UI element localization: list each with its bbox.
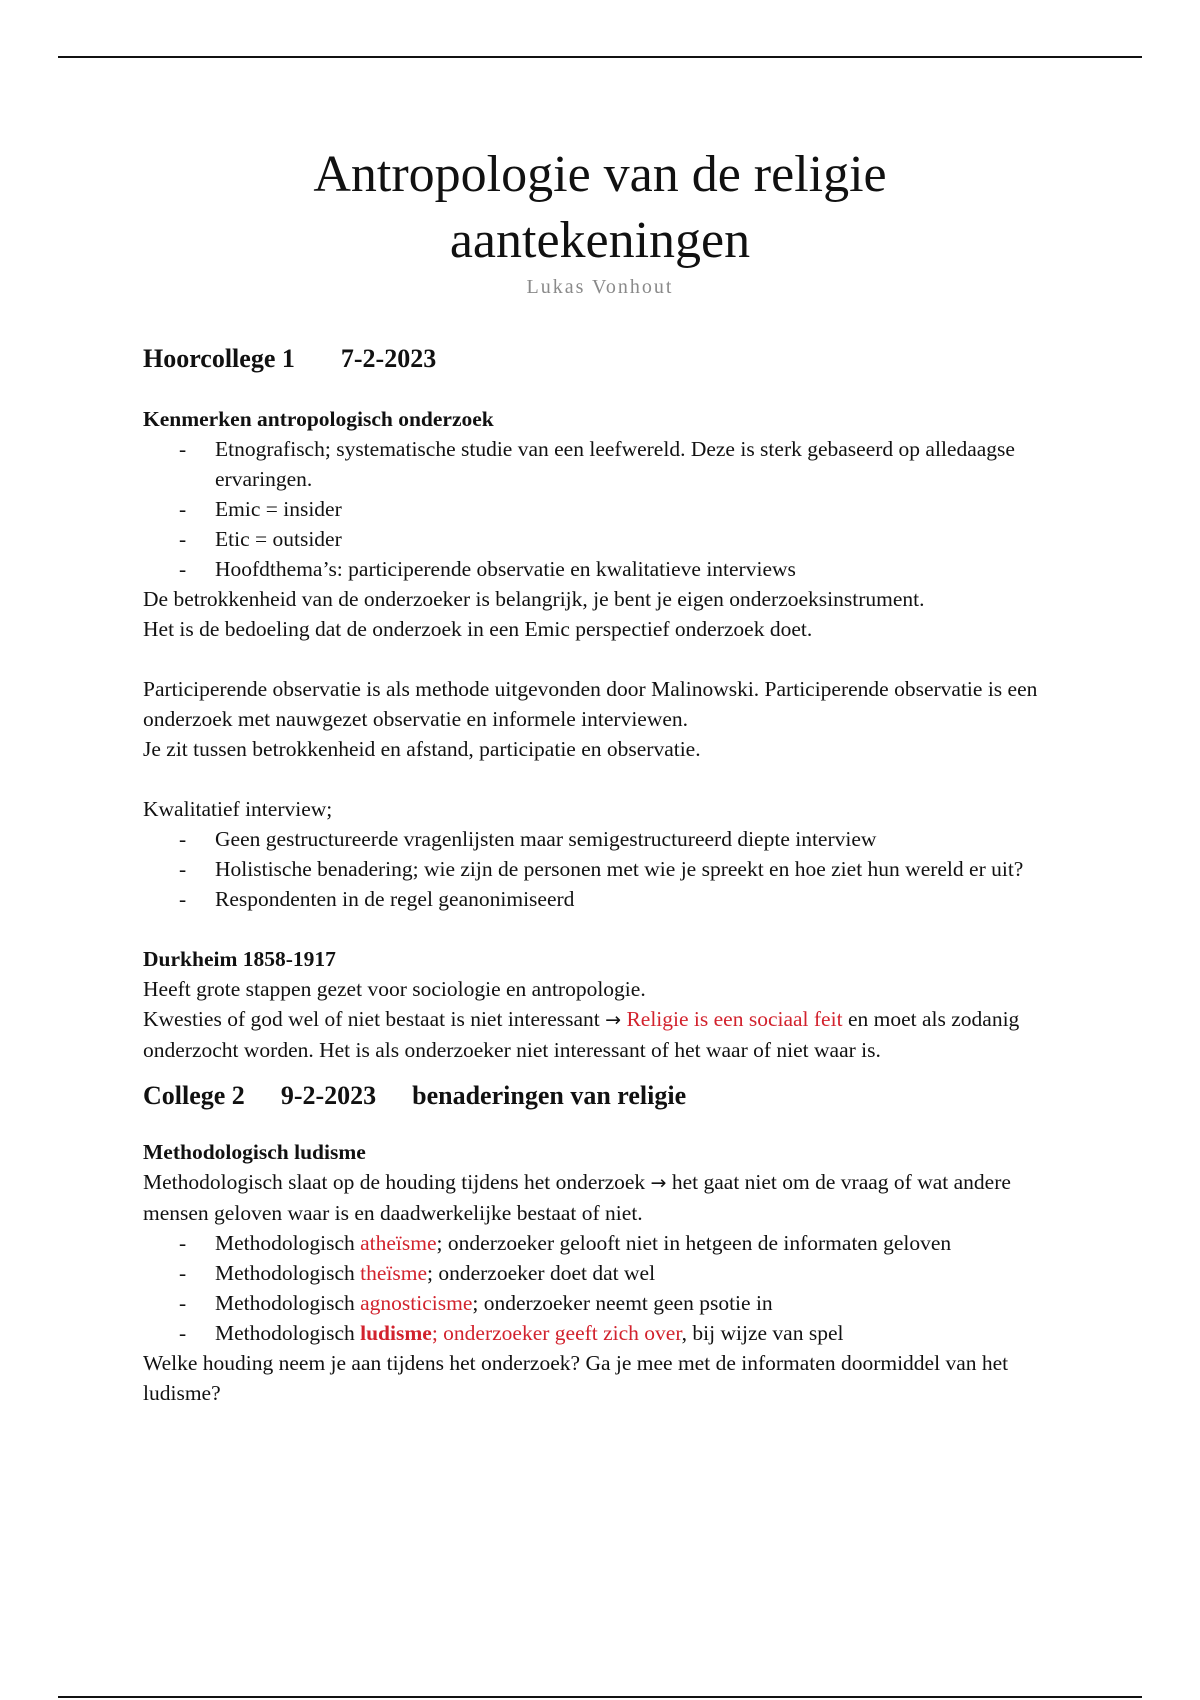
item-prefix: Methodologisch xyxy=(215,1231,361,1255)
interview-label: Kwalitatief interview; xyxy=(143,797,333,821)
section2-heading-date: 9-2-2023 xyxy=(280,1081,377,1110)
top-rule xyxy=(58,56,1142,58)
section2-heading-label: College 2 xyxy=(143,1081,245,1110)
durkheim-text-pre: Kwesties of god wel of niet bestaat is niet interessant xyxy=(143,1007,600,1031)
intro-text-pre: Methodologisch slaat op de houding tijdens het onderzoek xyxy=(143,1170,646,1194)
list-item: - Holistische benadering; wie zijn de personen met wie je spreekt en hoe ziet hun wereld er uit? xyxy=(143,854,1063,884)
list-item xyxy=(143,1258,1063,1288)
subheading-ludisme: Methodologisch ludisme xyxy=(143,1140,366,1164)
item-suffix: ; onderzoeker neemt geen psotie in xyxy=(472,1291,773,1315)
title-block xyxy=(0,142,1200,299)
author: Lukas Vonhout xyxy=(526,276,674,298)
durkheim-text-post: en moet als zodanig onderzocht worden. Het is als onderzoeker niet interessant of het waar of niet waar is. xyxy=(143,1007,1020,1062)
item-prefix: Methodologisch xyxy=(215,1261,361,1285)
paragraph-durkheim-1: Heeft grote stappen gezet voor sociologie en antropologie. xyxy=(143,977,646,1001)
paragraph-methodologisch xyxy=(143,1167,1063,1228)
bottom-rule xyxy=(58,1696,1142,1698)
item-prefix: Methodologisch xyxy=(215,1291,361,1315)
item-suffix: ; onderzoeker doet dat wel xyxy=(427,1261,656,1285)
term-theisme: theïsme xyxy=(360,1261,427,1285)
term-atheisme: atheïsme xyxy=(360,1231,437,1255)
paragraph-durkheim-2 xyxy=(143,1004,1063,1065)
interview-list xyxy=(143,824,1063,914)
kenmerken-list xyxy=(143,434,1063,584)
list-item: - Etic = outsider xyxy=(143,524,1063,554)
paragraph-betrokkenheid: De betrokkenheid van de onderzoeker is belangrijk, je bent je eigen onderzoeksinstrument. xyxy=(143,587,925,611)
section1-heading-label: Hoorcollege 1 xyxy=(143,344,295,373)
paragraph-participerende: Participerende observatie is als methode uitgevonden door Malinowski. Participerende observatie is een onderzoek met nauwgezet observatie en informele interviewen. xyxy=(143,677,1038,731)
highlight-sociaal-feit: Religie is een sociaal feit xyxy=(626,1007,843,1031)
item-suffix: , bij wijze van spel xyxy=(681,1321,844,1345)
term-agnosticisme: agnosticisme xyxy=(360,1291,473,1315)
subheading-kenmerken: Kenmerken antropologisch onderzoek xyxy=(143,407,494,431)
item-prefix: Methodologisch xyxy=(215,1321,361,1345)
paragraph-afstand: Je zit tussen betrokkenheid en afstand, participatie en observatie. xyxy=(143,737,701,761)
term-ludisme: ludisme xyxy=(360,1321,432,1345)
list-item xyxy=(143,1228,1063,1258)
methodologisch-list xyxy=(143,1228,1063,1348)
section2-heading xyxy=(143,1079,1063,1113)
list-item xyxy=(143,1288,1063,1318)
subheading-durkheim: Durkheim 1858-1917 xyxy=(143,947,336,971)
document-title xyxy=(0,142,1200,274)
arrow-right-icon: → xyxy=(650,1172,667,1194)
arrow-right-icon: → xyxy=(605,1009,622,1031)
section1-heading xyxy=(143,342,1063,376)
list-item: - Etnografisch; systematische studie van een leefwereld. Deze is sterk gebaseerd op alledaagse ervaringen. xyxy=(143,434,1063,494)
list-item: - Emic = insider xyxy=(143,494,1063,524)
list-item: - Geen gestructureerde vragenlijsten maar semigestructureerd diepte interview xyxy=(143,824,1063,854)
intro-text-post: het gaat niet om de vraag of wat andere mensen geloven waar is en daadwerkelijke bestaat of niet. xyxy=(143,1170,1011,1225)
list-item xyxy=(143,1318,1063,1348)
list-item: - Hoofdthema’s: participerende observatie en kwalitatieve interviews xyxy=(143,554,1063,584)
title-line-1: Antropologie van de religie xyxy=(313,146,887,203)
item-suffix: ; onderzoeker gelooft niet in hetgeen de informaten geloven xyxy=(436,1231,952,1255)
paragraph-emic: Het is de bedoeling dat de onderzoek in een Emic perspectief onderzoek doet. xyxy=(143,617,813,641)
title-line-2: aantekeningen xyxy=(449,212,751,269)
document-body xyxy=(143,342,1063,1408)
paragraph-closing: Welke houding neem je aan tijdens het onderzoek? Ga je mee met de informaten doormiddel van het ludisme? xyxy=(143,1351,1009,1405)
term-ludisme-extra: ; onderzoeker geeft zich over xyxy=(431,1321,682,1345)
section2-heading-topic: benaderingen van religie xyxy=(412,1081,687,1110)
section1-heading-date: 7-2-2023 xyxy=(340,344,437,373)
list-item: - Respondenten in de regel geanonimiseerd xyxy=(143,884,1063,914)
